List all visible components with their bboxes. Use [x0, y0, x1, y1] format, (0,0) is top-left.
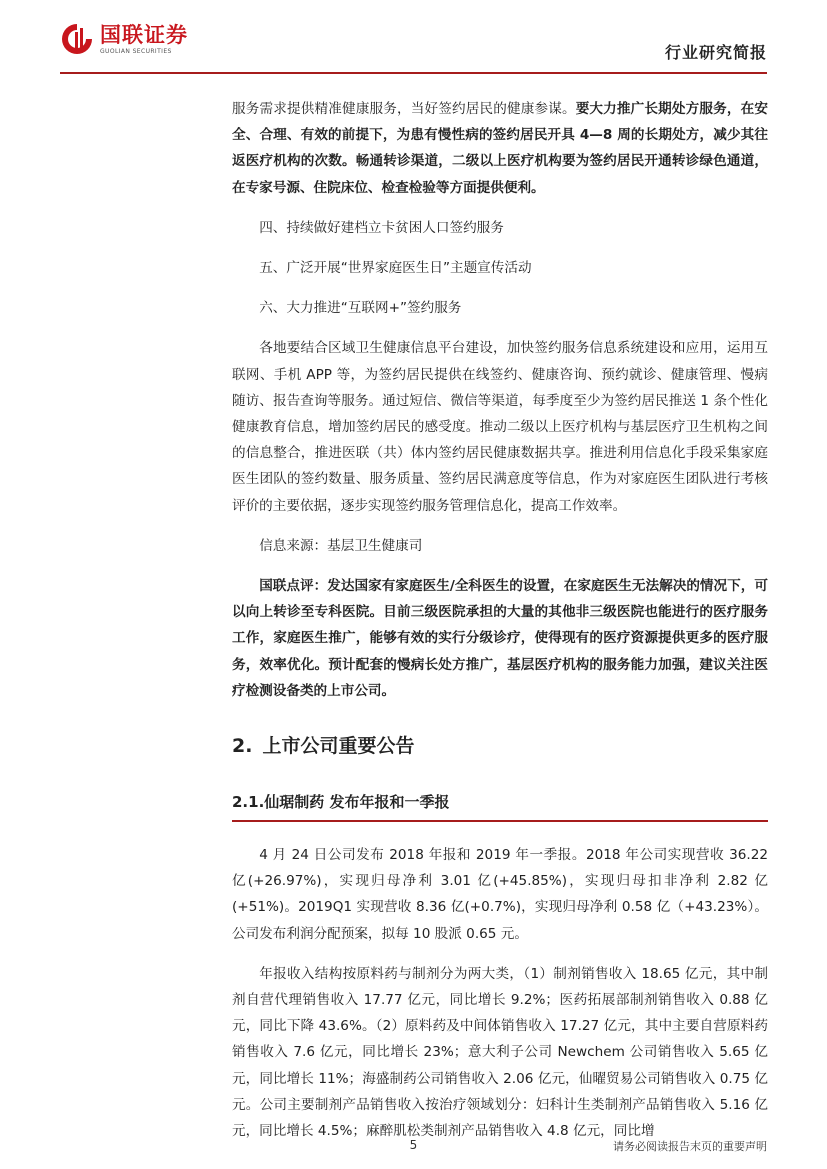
logo-name: 国联证券 — [100, 22, 188, 47]
header-divider — [60, 72, 767, 74]
main-content — [232, 96, 768, 1144]
logo-text — [100, 23, 188, 56]
info-source: 信息来源：基层卫生健康司 — [259, 537, 423, 554]
subsection-heading: 2.1.仙琚制药 发布年报和一季报 — [232, 793, 450, 812]
section-heading — [232, 732, 768, 760]
paragraph-results: 4 月 24 日公司发布 2018 年报和 2019 年一季报。2018 年公司实现营收 36.22 亿(+26.97%)，实现归母净利 3.01 亿(+45.85%)，实现归母扣非净利 2.82 亿(+51%)。2019Q1 实现营收 8.36 亿(+0.7%)，实现归母净利 0.58 亿（+43.23%）。公司发布利润分配预案，拟每 10 股派 0.65 元。 — [232, 847, 768, 942]
logo — [60, 22, 188, 56]
logo-english-name: GUOLIAN SECURITIES — [100, 47, 172, 55]
guolian-logo-icon — [60, 22, 94, 56]
paragraph-service-bold: 要大力推广长期处方服务，在安全、合理、有效的前提下，为患有慢性病的签约居民开具 4—8 周的长期处方，减少其往返医疗机构的次数。畅通转诊渠道，二级以上医疗机构要为签约居民开通转诊绿色通道，在专家号源、住院床位、检查检验等方面提供便利。 — [232, 101, 768, 196]
section-title: 上市公司重要公告 — [262, 735, 415, 758]
page-header — [0, 0, 827, 80]
subsection-divider — [232, 820, 768, 822]
item-six: 六、大力推进“互联网+”签约服务 — [259, 300, 462, 317]
guolian-comment: 国联点评：发达国家有家庭医生/全科医生的设置，在家庭医生无法解决的情况下，可以向上转诊至专科医院。目前三级医院承担的大量的其他非三级医院也能进行的医疗服务工作，家庭医生推广，能够有效的实行分级诊疗，使得现有的医疗资源提供更多的医疗服务，效率优化。预计配套的慢病长处方推广，基层医疗机构的服务能力加强，建议关注医疗检测设备类的上市公司。 — [232, 578, 768, 699]
page-footer — [60, 1136, 767, 1156]
paragraph-service — [232, 96, 768, 201]
paragraph-service-text: 服务需求提供精准健康服务，当好签约居民的健康参谋。 — [232, 101, 576, 117]
item-five: 五、广泛开展“世界家庭医生日”主题宣传活动 — [259, 260, 532, 277]
paragraph-revenue-structure: 年报收入结构按原料药与制剂分为两大类，（1）制剂销售收入 18.65 亿元，其中制剂自营代理销售收入 17.77 亿元，同比增长 9.2%；医药拓展部制剂销售收入 0.88 亿元，同比下降 43.6%。（2）原料药及中间体销售收入 17.27 亿元，其中主要自营原料药销售收入 7.6 亿元，同比增长 23%；意大利子公司 Newchem 公司销售收入 5.65 亿元，同比增长 11%；海盛制药公司销售收入 2.06 亿元，仙曜贸易公司销售收入 0.75 亿元。公司主要制剂产品销售收入按治疗领域划分：妇科计生类制剂产品销售收入 5.16 亿元，同比增长 4.5%；麻醉肌松类制剂产品销售收入 4.8 亿元，同比增 — [232, 965, 768, 1140]
footer-disclaimer: 请务必阅读报告末页的重要声明 — [613, 1140, 767, 1153]
page-number: 5 — [409, 1138, 418, 1152]
paragraph-internet-service: 各地要结合区域卫生健康信息平台建设，加快签约服务信息系统建设和应用，运用互联网、手机 APP 等，为签约居民提供在线签约、健康咨询、预约就诊、健康管理、慢病随访、报告查询等服务。通过短信、微信等渠道，每季度至少为签约居民推送 1 条个性化健康教育信息，增加签约居民的感受度。推动二级以上医疗机构与基层医疗卫生机构之间的信息整合，推进医联（共）体内签约居民健康数据共享。推进利用信息化手段采集家庭医生团队的签约数量、服务质量、签约居民满意度等信息，作为对家庭医生团队进行考核评价的主要依据，逐步实现签约服务管理信息化，提高工作效率。 — [232, 340, 768, 514]
item-four: 四、持续做好建档立卡贫困人口签约服务 — [259, 219, 504, 236]
report-type: 行业研究简报 — [664, 43, 767, 62]
section-number: 2. — [232, 735, 253, 758]
